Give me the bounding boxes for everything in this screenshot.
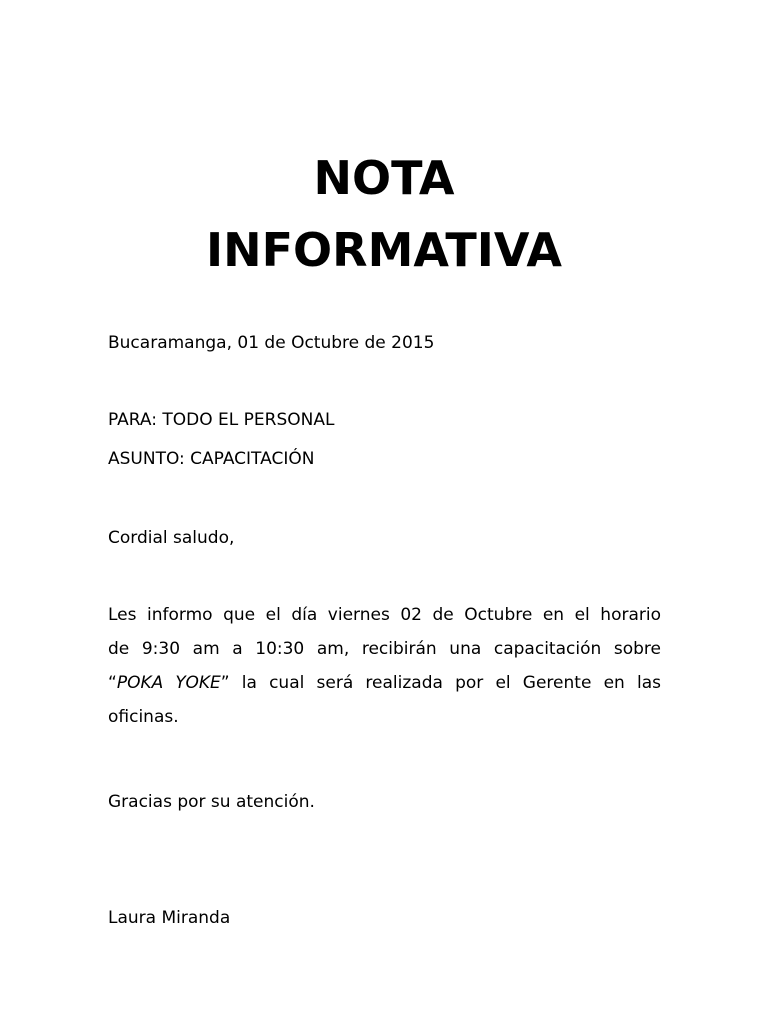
poka-yoke-emphasis: POKA YOKE: [116, 673, 221, 693]
document-title: [0, 142, 768, 286]
body-paragraph: [108, 598, 661, 734]
body-line-3-rest: ” la cual será realizada por el Gerente en las: [220, 673, 661, 693]
quote-open: “: [108, 673, 117, 693]
subject-line: ASUNTO: CAPACITACIÓN: [108, 449, 315, 469]
title-line-1: NOTA: [313, 151, 455, 205]
body-line-1: Les informo que el día viernes 02 de Octubre en el horario: [108, 605, 661, 625]
body-line-3: [108, 666, 661, 700]
body-line-2: de 9:30 am a 10:30 am, recibirán una capacitación sobre: [108, 639, 661, 659]
signature: Laura Miranda: [108, 908, 231, 928]
closing: Gracias por su atención.: [108, 792, 315, 812]
title-line-2: INFORMATIVA: [206, 223, 562, 277]
recipient-line: PARA: TODO EL PERSONAL: [108, 410, 335, 430]
greeting: Cordial saludo,: [108, 528, 235, 548]
place-date: Bucaramanga, 01 de Octubre de 2015: [108, 333, 435, 353]
body-line-4: oficinas.: [108, 707, 179, 727]
